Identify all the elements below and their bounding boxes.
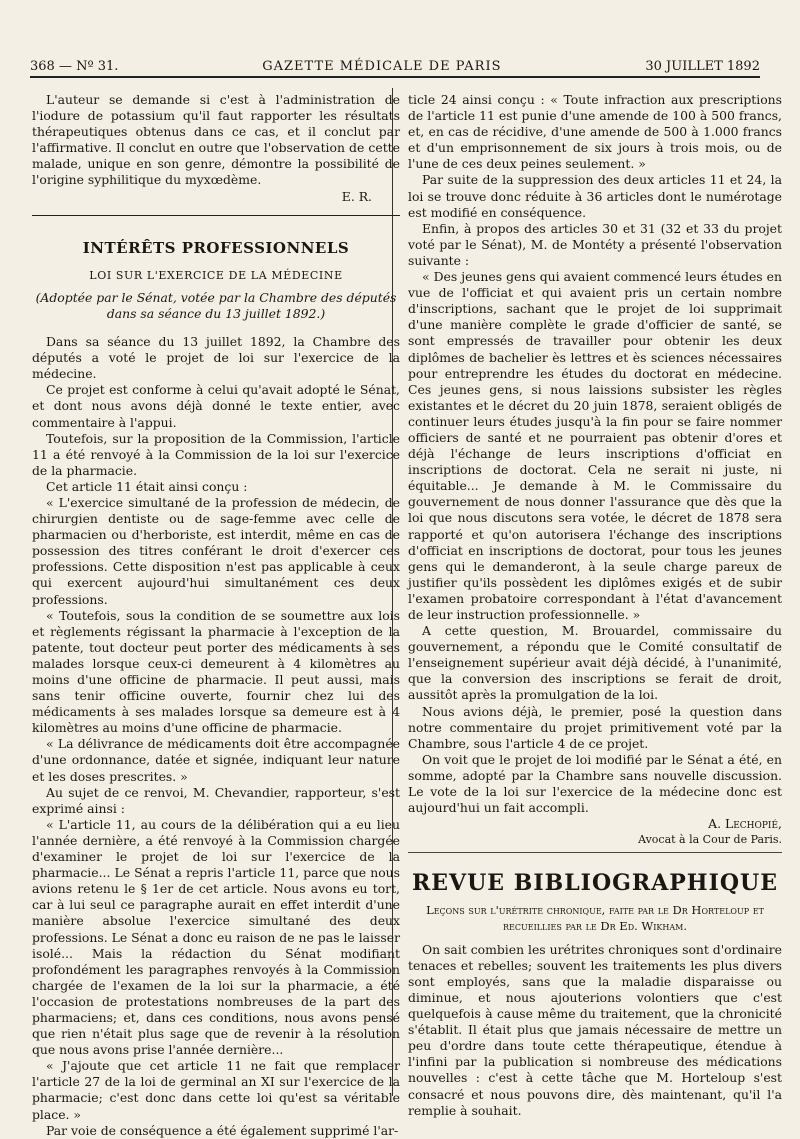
left-column: [32, 92, 400, 1139]
article-paragraph: Au sujet de ce renvoi, M. Chevandier, rapporteur, s'est exprimé ainsi :: [32, 784, 400, 816]
article-paragraph: Nous avions déjà, le premier, posé la question dans notre commentaire du projet primitivement voté par la Chambre, sous l'article 4 de ce projet.: [408, 703, 782, 751]
article-paragraph: On voit que le projet de loi modifié par le Sénat a été, en somme, adopté par la Chambre sans nouvelle discussion. Le vote de la loi sur l'exercice de la médecine donc est aujourd'hui un fait accompli.: [408, 751, 782, 816]
section-note: (Adoptée par le Sénat, votée par la Chambre des députés dans sa séance du 13 juillet 1892.): [35, 289, 397, 321]
page-number: 368 — Nº 31.: [30, 59, 119, 74]
article-paragraph: ticle 24 ainsi conçu : « Toute infraction aux prescriptions de l'article 11 est punie d'une amende de 100 à 500 francs, et, en cas de récidive, d'une amende de 500 à 1.000 francs et d'un emprisonnement de six jours à trois mois, ou de l'une de ces deux peines seulement. »: [408, 92, 782, 172]
article-paragraph: Dans sa séance du 13 juillet 1892, la Chambre des députés a voté le projet de loi sur l'exercice de la médecine.: [32, 334, 400, 382]
intro-signature: E. R.: [341, 188, 372, 204]
section-title: INTÉRÊTS PROFESSIONNELS: [82, 238, 350, 257]
section-rule: [408, 852, 782, 853]
revue-subtitle: Leçons sur l'urétrite chronique, faite par le Dr Horteloup et recueillies par le Dr Ed. Wikham.: [426, 902, 764, 933]
article-paragraph: « J'ajoute que cet article 11 ne fait que remplacer l'article 27 de la loi de germinal an XI sur l'exercice de la pharmacie; c'est donc dans cette loi qu'est sa véritable place. »: [32, 1058, 400, 1122]
page-header: [30, 48, 760, 78]
article-paragraph: Toutefois, sur la proposition de la Commission, l'article 11 a été renvoyé à la Commission de la loi sur l'exercice de la pharmacie.: [32, 430, 400, 478]
author-signature: A. Lechopié,: [708, 816, 782, 832]
revue-paragraph: On sait combien les urétrites chroniques sont d'ordinaire tenaces et rebelles; souvent les traitements les plus divers sont employés, sans que la maladie disparaisse ou diminue, et nous ajouterions volontiers que c'est quelquefois à cause même du traitement, que la chronicité s'établit. Il était plus que jamais nécessaire de mettre un peu d'ordre dans toute cette thérapeutique, étendue à l'infini par la publication si nombreuse des médications nouvelles : c'est à cette tâche que M. Horteloup s'est consacré et nous pouvons dire, dès maintenant, qu'il l'a remplie à souhait.: [408, 941, 783, 1118]
right-column: [408, 92, 782, 1119]
author-title: Avocat à la Cour de Paris.: [638, 833, 782, 847]
section-rule: [32, 215, 400, 216]
article-paragraph: Enfin, à propos des articles 30 et 31 (32 et 33 du projet voté par le Sénat), M. de Montéty a présenté l'observation suivante :: [408, 220, 782, 268]
article-paragraph: Cet article 11 était ainsi conçu :: [46, 478, 248, 494]
article-paragraph: Ce projet est conforme à celui qu'avait adopté le Sénat, et dont nous avons déjà donné le texte entier, avec commentaire à l'appui.: [32, 382, 400, 430]
article-paragraph: Par suite de la suppression des deux articles 11 et 24, la loi se trouve donc réduite à 36 articles dont le numérotage est modifié en conséquence.: [408, 172, 782, 220]
article-paragraph: Par voie de conséquence a été également supprimé l'ar-: [46, 1122, 399, 1138]
article-paragraph: « L'exercice simultané de la profession de médecin, de chirurgien dentiste ou de sage-femme avec celle de pharmacien ou d'herboriste, est interdit, même en cas de possession des titres conférant le droit d'exercer ces professions. Cette disposition n'est pas applicable à ceux qui exercent aujourd'hui simultanément ces deux professions.: [32, 494, 400, 607]
intro-paragraph: L'auteur se demande si c'est à l'administration de l'iodure de potassium qu'il faut rapporter les résultats thérapeutiques obtenus dans ce cas, et il conclut par l'affirmative. Il conclut en outre que l'observation de cette malade, unique en son genre, démontre la possibilité de l'origine syphilitique du myxœdème.: [32, 92, 400, 188]
article-paragraph: A cette question, M. Brouardel, commissaire du gouvernement, a répondu que le Comité consultatif de l'enseignement supérieur avait déjà décidé, à l'unanimité, que la conversion des inscriptions se ferait de droit, aussitôt après la promulgation de la loi.: [408, 623, 782, 703]
article-paragraph: « L'article 11, au cours de la délibération qui a eu lieu l'année dernière, a été renvoyé à la Commission chargée d'examiner le projet de loi sur l'exercice de la pharmacie... Le Sénat a repris l'article 11, parce que nous avions retenu le § 1er de cet article. Nous avons eu tort, car à lui seul ce paragraphe aurait en effet interdit d'une manière absolue l'exercice simultané des deux professions. Le Sénat a donc eu raison de ne pas le laisser isolé... Mais la rédaction du Sénat modifiant profondément les paragraphes renvoyés à la Commission chargée de l'examen de la loi sur la pharmacie, a été l'occasion de protestations nombreuses de la part des pharmaciens; et, dans ces conditions, nous avons pensé que rien n'était plus sage que de revenir à la résolution que nous avons prise l'année dernière...: [32, 816, 400, 1058]
article-paragraph: « La délivrance de médicaments doit être accompagnée d'une ordonnance, datée et signée, indiquant leur nature et les doses prescrites. »: [32, 736, 400, 784]
article-paragraph: « Des jeunes gens qui avaient commencé leurs études en vue de l'officiat et qui avaient pris un certain nombre d'inscriptions, sachant que le projet de loi supprimait d'une manière complète le grade d'officier de santé, se sont empressés de travailler pour obtenir les deux diplômes de bachelier ès lettres et ès sciences nécessaires pour entreprendre les études du doctorat en médecine. Ces jeunes gens, si nous laissions subsister les règles existantes et le décret du 20 juin 1878, seraient obligés de continuer leurs études jusqu'à la fin pour se faire nommer officiers de santé et ne pourraient pas obtenir d'ores et déjà l'échange de leurs inscriptions d'officiat en inscriptions de doctorat. Cela ne serait ni juste, ni équitable... Je demande à M. le Commissaire du gouvernement de nous donner l'assurance que dès que la loi que nous discutons sera votée, le décret de 1878 sera rapporté et qu'on autorisera l'échange des inscriptions d'officiat en inscriptions de doctorat, pour tous les jeunes gens qui le demanderont, à la seule charge pareux de justifier qu'ils possèdent les diplômes exigés et de subir l'examen probatoire correspondant à l'état d'avancement de leur instruction professionnelle. »: [408, 269, 782, 622]
article-paragraph: « Toutefois, sous la condition de se soumettre aux lois et règlements régissant la pharmacie à l'exception de la patente, tout docteur peut porter des médicaments à ses malades lorsque ceux-ci demeurent à 4 kilomètres au moins d'une officine de pharmacie. Il peut aussi, mais sans tenir officine ouverte, fournir chez lui des médicaments à ses malades lorsque sa demeure est à 4 kilomètres au moins d'une officine de pharmacie.: [32, 607, 400, 736]
section-subtitle: LOI SUR L'EXERCICE DE LA MÉDECINE: [89, 268, 343, 282]
revue-title: REVUE BIBLIOGRAPHIQUE: [411, 870, 779, 897]
journal-title: GAZETTE MÉDICALE DE PARIS: [262, 59, 502, 74]
issue-date: 30 JUILLET 1892: [645, 59, 760, 74]
